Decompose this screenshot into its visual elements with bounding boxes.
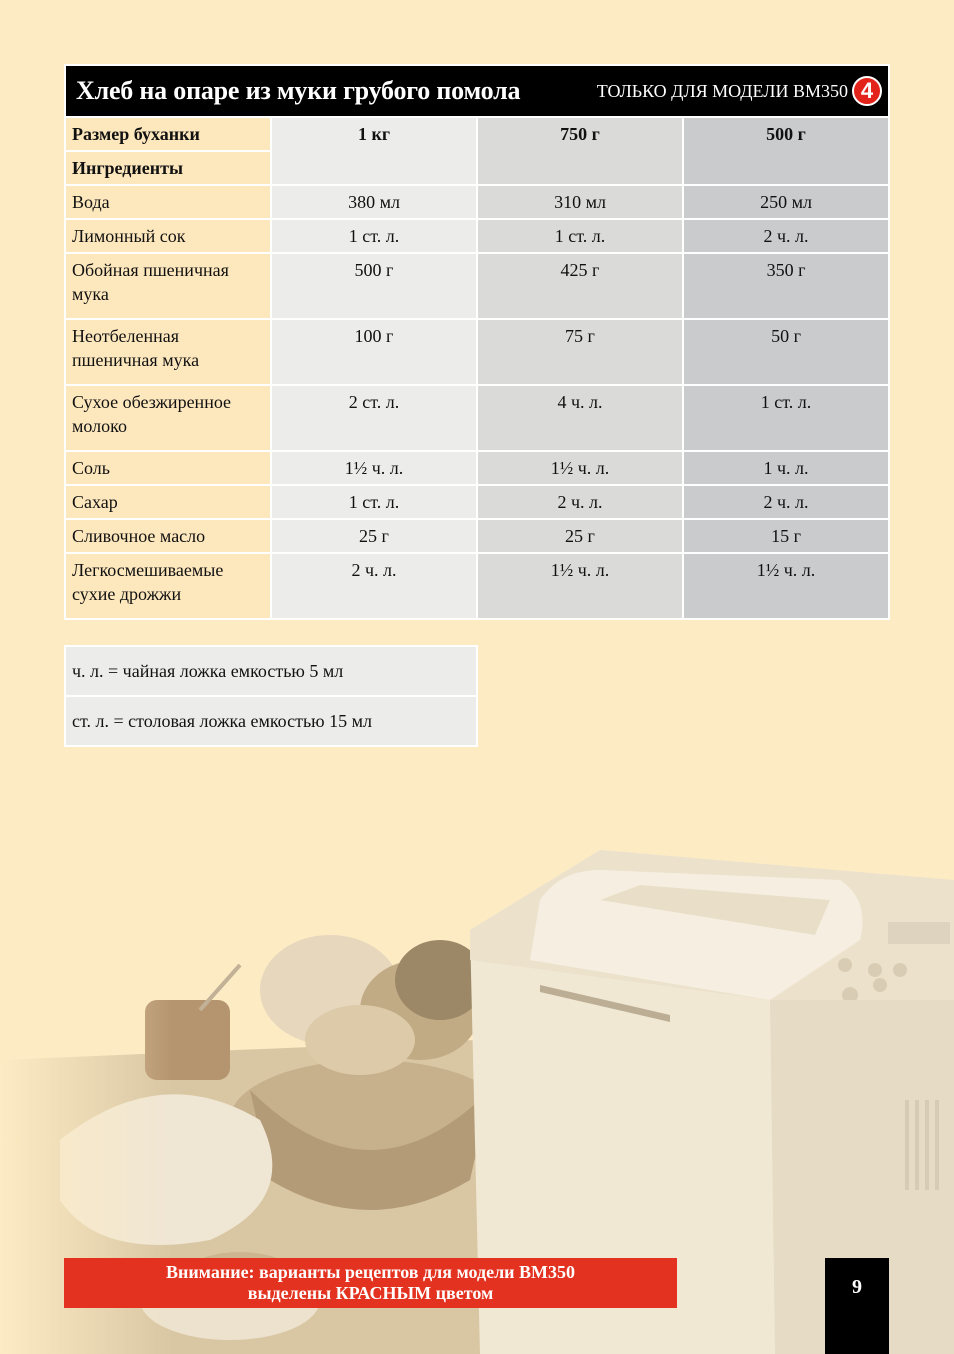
amount-500g: 2 ч. л. — [683, 219, 889, 253]
model-number-badge: 4 — [852, 76, 882, 106]
recipe-header — [65, 65, 889, 117]
table-row — [65, 385, 889, 451]
amount-500g: 2 ч. л. — [683, 485, 889, 519]
notice-line-1: Внимание: варианты рецептов для модели BM350 — [165, 1262, 576, 1282]
amount-500g: 1 ст. л. — [683, 385, 889, 451]
legend-tablespoon: ст. л. = столовая ложка емкостью 15 мл — [65, 696, 477, 746]
amount-750g: 1 ст. л. — [477, 219, 683, 253]
size-500g-header: 500 г — [683, 117, 889, 185]
page-number: 9 — [825, 1258, 889, 1354]
amount-750g: 425 г — [477, 253, 683, 319]
amount-1kg: 1½ ч. л. — [271, 451, 477, 485]
amount-750g: 2 ч. л. — [477, 485, 683, 519]
amount-500g: 350 г — [683, 253, 889, 319]
ingredient-name: Вода — [65, 185, 271, 219]
ingredient-name: Легкосмешиваемые сухие дрожжи — [65, 553, 271, 619]
ingredient-name: Сливочное масло — [65, 519, 271, 553]
loaf-size-label: Размер буханки — [65, 117, 271, 151]
size-750g-header: 750 г — [477, 117, 683, 185]
table-row — [65, 451, 889, 485]
amount-750g: 75 г — [477, 319, 683, 385]
legend-teaspoon: ч. л. = чайная ложка емкостью 5 мл — [65, 646, 477, 696]
model-notice-banner — [64, 1258, 677, 1308]
model-note: ТОЛЬКО ДЛЯ МОДЕЛИ BM350 — [596, 80, 849, 101]
recipe-title-row — [65, 65, 889, 117]
amount-500g: 15 г — [683, 519, 889, 553]
abbreviation-legend — [64, 645, 478, 747]
amount-750g: 25 г — [477, 519, 683, 553]
ingredient-name: Обойная пшеничная мука — [65, 253, 271, 319]
amount-750g: 310 мл — [477, 185, 683, 219]
amount-1kg: 100 г — [271, 319, 477, 385]
amount-1kg: 1 ст. л. — [271, 485, 477, 519]
table-row — [65, 519, 889, 553]
legend-row — [65, 646, 477, 696]
notice-line-2: выделены КРАСНЫМ цветом — [247, 1283, 494, 1303]
amount-1kg: 2 ст. л. — [271, 385, 477, 451]
ingredient-name: Сухое обезжиренное молоко — [65, 385, 271, 451]
recipe-title: Хлеб на опаре из муки грубого помола — [76, 76, 521, 105]
recipe-table — [64, 64, 890, 620]
size-1kg-header: 1 кг — [271, 117, 477, 185]
table-row — [65, 253, 889, 319]
ingredients-label: Ингредиенты — [65, 151, 271, 185]
table-row — [65, 319, 889, 385]
ingredient-name: Неотбеленная пшеничная мука — [65, 319, 271, 385]
amount-500g: 1 ч. л. — [683, 451, 889, 485]
loaf-size-row — [65, 117, 889, 151]
amount-500g: 250 мл — [683, 185, 889, 219]
ingredient-name: Соль — [65, 451, 271, 485]
table-row — [65, 219, 889, 253]
amount-1kg: 2 ч. л. — [271, 553, 477, 619]
amount-1kg: 1 ст. л. — [271, 219, 477, 253]
amount-500g: 1½ ч. л. — [683, 553, 889, 619]
amount-1kg: 500 г — [271, 253, 477, 319]
table-row — [65, 185, 889, 219]
ingredient-name: Сахар — [65, 485, 271, 519]
amount-1kg: 25 г — [271, 519, 477, 553]
table-row — [65, 485, 889, 519]
amount-750g: 4 ч. л. — [477, 385, 683, 451]
amount-500g: 50 г — [683, 319, 889, 385]
amount-750g: 1½ ч. л. — [477, 553, 683, 619]
ingredient-name: Лимонный сок — [65, 219, 271, 253]
amount-1kg: 380 мл — [271, 185, 477, 219]
amount-750g: 1½ ч. л. — [477, 451, 683, 485]
legend-row — [65, 696, 477, 746]
table-row — [65, 553, 889, 619]
